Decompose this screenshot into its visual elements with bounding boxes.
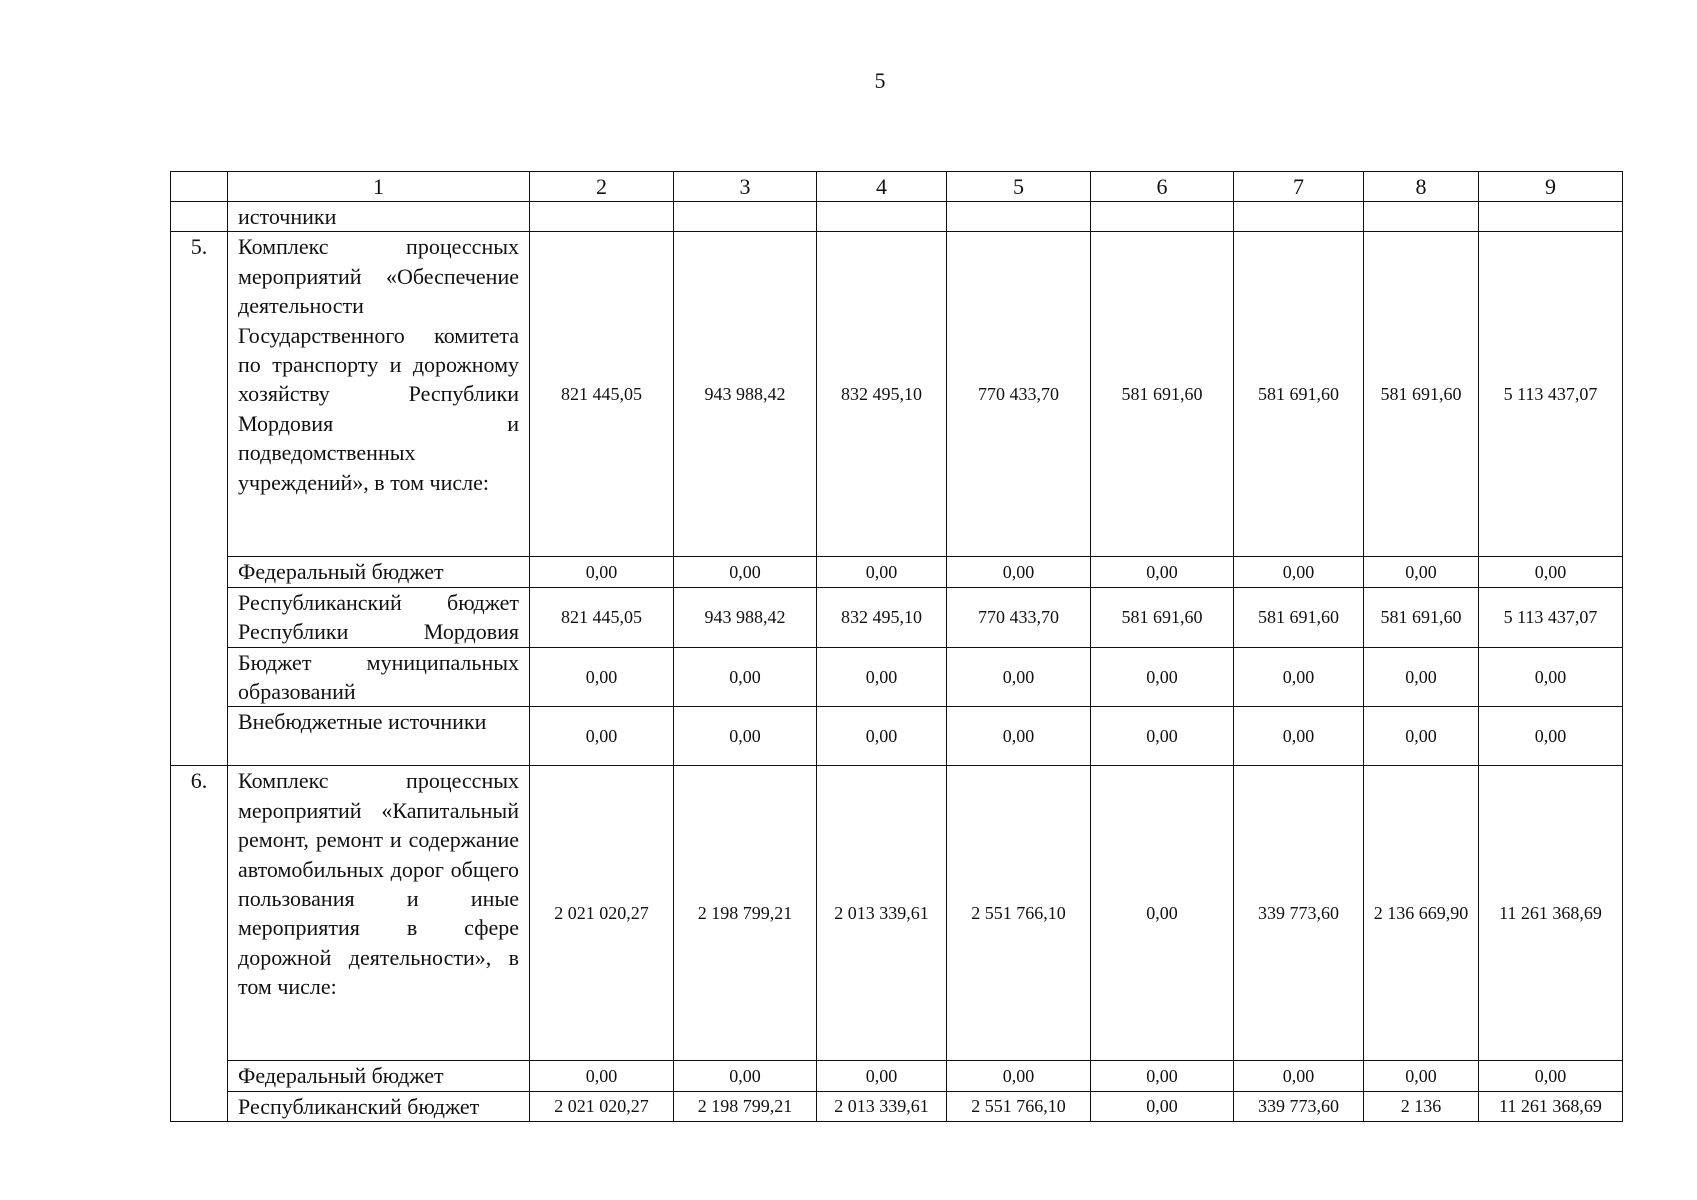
value-cell: 0,00 — [817, 557, 947, 587]
header-cell: 9 — [1479, 172, 1623, 202]
header-cell: 1 — [228, 172, 530, 202]
value-cell — [530, 202, 674, 232]
table-row — [171, 202, 1623, 232]
value-cell: 0,00 — [817, 1061, 947, 1091]
table-row — [171, 647, 1623, 707]
header-cell: 8 — [1364, 172, 1479, 202]
row-number-cell: 5. — [171, 232, 228, 766]
value-cell: 0,00 — [1091, 707, 1234, 766]
value-cell: 2 551 766,10 — [947, 1091, 1091, 1121]
table-row — [171, 766, 1623, 1061]
value-cell: 0,00 — [674, 557, 817, 587]
budget-table — [170, 171, 1623, 1122]
value-cell — [947, 202, 1091, 232]
value-cell: 0,00 — [1479, 1061, 1623, 1091]
value-cell: 821 445,05 — [530, 587, 674, 647]
row-description: Республиканский бюджет Республики Мордовия — [228, 587, 530, 647]
value-cell: 0,00 — [1091, 1061, 1234, 1091]
table-row — [171, 707, 1623, 766]
value-cell: 0,00 — [1364, 1061, 1479, 1091]
value-cell: 0,00 — [1479, 707, 1623, 766]
value-cell: 0,00 — [674, 1061, 817, 1091]
value-cell: 2 551 766,10 — [947, 766, 1091, 1061]
value-cell: 0,00 — [530, 557, 674, 587]
value-cell: 0,00 — [1364, 557, 1479, 587]
value-cell: 2 136 — [1364, 1091, 1479, 1121]
value-cell: 0,00 — [1364, 707, 1479, 766]
header-cell: 4 — [817, 172, 947, 202]
value-cell: 770 433,70 — [947, 587, 1091, 647]
value-cell: 943 988,42 — [674, 232, 817, 557]
value-cell — [1091, 202, 1234, 232]
row-description: Комплекс процессных мероприятий «Обеспечение деятельности Государственного комитета по транспорту и дорожному хозяйству Республики Мордовия и подведомственных учреждений», в том числе: — [228, 232, 530, 557]
value-cell: 0,00 — [817, 707, 947, 766]
value-cell: 5 113 437,07 — [1479, 232, 1623, 557]
value-cell — [1234, 202, 1364, 232]
value-cell: 581 691,60 — [1364, 232, 1479, 557]
value-cell: 581 691,60 — [1091, 587, 1234, 647]
value-cell: 0,00 — [1479, 647, 1623, 707]
value-cell: 0,00 — [1234, 647, 1364, 707]
value-cell: 0,00 — [1234, 707, 1364, 766]
value-cell: 0,00 — [947, 707, 1091, 766]
value-cell: 2 198 799,21 — [674, 1091, 817, 1121]
value-cell: 0,00 — [674, 707, 817, 766]
value-cell: 0,00 — [1479, 557, 1623, 587]
value-cell: 821 445,05 — [530, 232, 674, 557]
value-cell: 0,00 — [947, 557, 1091, 587]
header-cell: 7 — [1234, 172, 1364, 202]
value-cell: 2 021 020,27 — [530, 766, 674, 1061]
value-cell: 832 495,10 — [817, 232, 947, 557]
page-number: 5 — [874, 68, 886, 93]
value-cell: 0,00 — [530, 647, 674, 707]
value-cell: 0,00 — [1234, 1061, 1364, 1091]
value-cell: 0,00 — [1364, 647, 1479, 707]
row-number-cell: 6. — [171, 766, 228, 1122]
table-row — [171, 1091, 1623, 1121]
value-cell: 0,00 — [817, 647, 947, 707]
row-description: Внебюджетные источники — [228, 707, 530, 766]
value-cell: 0,00 — [1234, 557, 1364, 587]
value-cell: 0,00 — [1091, 557, 1234, 587]
row-description: источники — [228, 202, 530, 232]
value-cell: 0,00 — [674, 647, 817, 707]
value-cell: 0,00 — [947, 1061, 1091, 1091]
value-cell: 770 433,70 — [947, 232, 1091, 557]
table-row — [171, 587, 1623, 647]
value-cell: 2 013 339,61 — [817, 1091, 947, 1121]
table-row — [171, 1061, 1623, 1091]
value-cell — [817, 202, 947, 232]
row-description: Республиканский бюджет — [228, 1091, 530, 1121]
value-cell: 581 691,60 — [1091, 232, 1234, 557]
value-cell — [1364, 766, 1479, 1061]
value-cell — [674, 202, 817, 232]
value-cell: 943 988,42 — [674, 587, 817, 647]
value-cell — [1364, 202, 1479, 232]
row-number-cell — [171, 202, 228, 232]
row-description: Федеральный бюджет — [228, 1061, 530, 1091]
row-description: Бюджет муниципальных образований — [228, 647, 530, 707]
table-row — [171, 232, 1623, 557]
value-cell: 0,00 — [1091, 1091, 1234, 1121]
header-cell-blank — [171, 172, 228, 202]
value-cell — [1479, 202, 1623, 232]
value-cell: 2 198 799,21 — [674, 766, 817, 1061]
header-cell: 5 — [947, 172, 1091, 202]
value-cell: 581 691,60 — [1234, 587, 1364, 647]
header-cell: 6 — [1091, 172, 1234, 202]
value-cell: 5 113 437,07 — [1479, 587, 1623, 647]
header-cell: 3 — [674, 172, 817, 202]
value-cell: 339 773,60 — [1234, 1091, 1364, 1121]
value-cell: 581 691,60 — [1234, 232, 1364, 557]
value-cell: 0,00 — [530, 707, 674, 766]
value-cell: 11 261 368,69 — [1479, 1091, 1623, 1121]
value-cell: 832 495,10 — [817, 587, 947, 647]
header-cell: 2 — [530, 172, 674, 202]
row-description: Федеральный бюджет — [228, 557, 530, 587]
table-row — [171, 557, 1623, 587]
value-cell: 2 013 339,61 — [817, 766, 947, 1061]
value-cell: 0,00 — [947, 647, 1091, 707]
value-cell: 11 261 368,69 — [1479, 766, 1623, 1061]
table-header-row — [171, 172, 1623, 202]
value-cell: 2 021 020,27 — [530, 1091, 674, 1121]
value-cell: 581 691,60 — [1364, 587, 1479, 647]
row-description: Комплекс процессных мероприятий «Капитальный ремонт, ремонт и содержание автомобильных дорог общего пользования и иные мероприятия в сфере дорожной деятельности», в том числе: — [228, 766, 530, 1061]
value-cell: 339 773,60 — [1234, 766, 1364, 1061]
wrapped-value: 2 136 669,90 — [1373, 902, 1469, 923]
value-cell: 0,00 — [1091, 766, 1234, 1061]
value-cell: 0,00 — [530, 1061, 674, 1091]
value-cell: 0,00 — [1091, 647, 1234, 707]
